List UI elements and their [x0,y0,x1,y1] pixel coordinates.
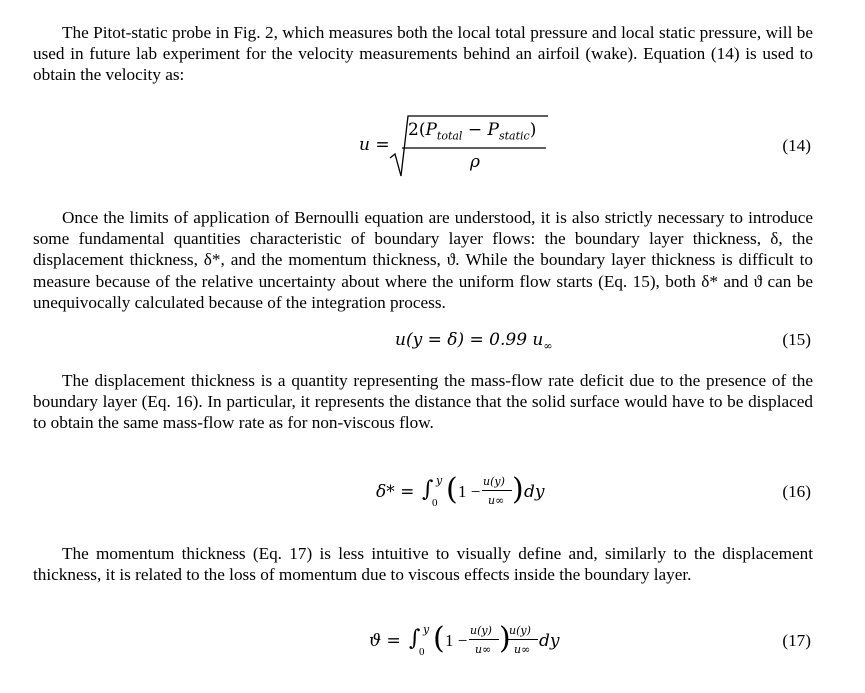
eq15-expression: u(y = δ) = 0.99 $u_\infty$ [395,330,553,353]
eq14-numerator: $2(P_{total} - P_{static})$ [408,120,537,143]
eq17-frac2-denominator: u∞ [514,643,531,656]
eq15-number: (15) [782,330,811,349]
eq17-frac1-numerator: u(y) [470,624,492,637]
eq16-frac-numerator: u(y) [483,475,505,488]
eq17-lower-limit: 0 [419,646,425,658]
eq17-number: (17) [782,631,811,650]
eq17-frac1-denominator: u∞ [475,643,492,656]
eq14-number: (14) [782,136,811,155]
eq14-denominator: ρ [470,152,480,172]
paragraph-pitot-probe: The Pitot-static probe in Fig. 2, which measures both the local total pressure and local static pressure, will be used in future lab experiment for the velocity measurements behind an airfoil (wake). Equation (14) is used to obtain the velocity as: [33,23,813,85]
eq16-lower-limit: 0 [432,497,438,509]
eq17-upper-limit: y [423,623,430,636]
eq17-one-minus: 1 − [445,631,468,650]
paragraph-displacement-thickness: The displacement thickness is a quantity representing the mass-flow rate deficit due to the presence of the boundary layer (Eq. 16). In particular, it represents the distance that the solid surface would have to be displaced to obtain the same mass-flow rate as for non-viscous flow. [33,371,813,433]
eq17-frac1-bar [469,639,499,640]
eq16-integral-sign: ∫ [422,477,434,502]
paragraph-boundary-layer: Once the limits of application of Bernoulli equation are understood, it is also strictly necessary to introduce some fundamental quantities characteristic of boundary layer flows: the boundary layer thickness, δ, the displacement thickness, δ*, and the momentum thickness, ϑ. While the boundary layer thickness is difficult to measure because of the relative uncertainty about where the uniform flow starts (Eq. 15), both δ* and ϑ can be unequivocally calculated because of the integration process. [33,208,813,312]
eq17-close-paren: ) [499,621,511,656]
equation-17 [0,619,865,665]
eq16-frac-bar [482,490,512,491]
equation-15 [0,330,865,354]
eq17-frac2-numerator: u(y) [509,624,531,637]
eq17-open-paren: ( [433,621,445,656]
paragraph-momentum-thickness: The momentum thickness (Eq. 17) is less intuitive to visually define and, similarly to the displacement thickness, it is related to the loss of momentum due to viscous effects inside the boundary layer. [33,544,813,585]
eq16-frac-denominator: u∞ [488,494,505,507]
eq17-frac2-bar [508,639,538,640]
eq16-one-minus: 1 − [458,482,481,501]
eq17-integral-sign: ∫ [409,626,421,651]
eq16-upper-limit: y [436,474,443,487]
eq16-close-paren: ) [512,472,524,507]
equation-14 [0,110,865,180]
eq14-lhs: u = [359,135,390,155]
eq16-open-paren: ( [446,472,458,507]
eq16-lhs: δ* = [376,482,415,502]
eq16-number: (16) [782,482,811,501]
eq16-dy: dy [524,482,545,502]
equation-16 [0,470,865,514]
eq17-lhs: ϑ = [369,631,401,651]
eq17-dy: dy [539,631,560,651]
